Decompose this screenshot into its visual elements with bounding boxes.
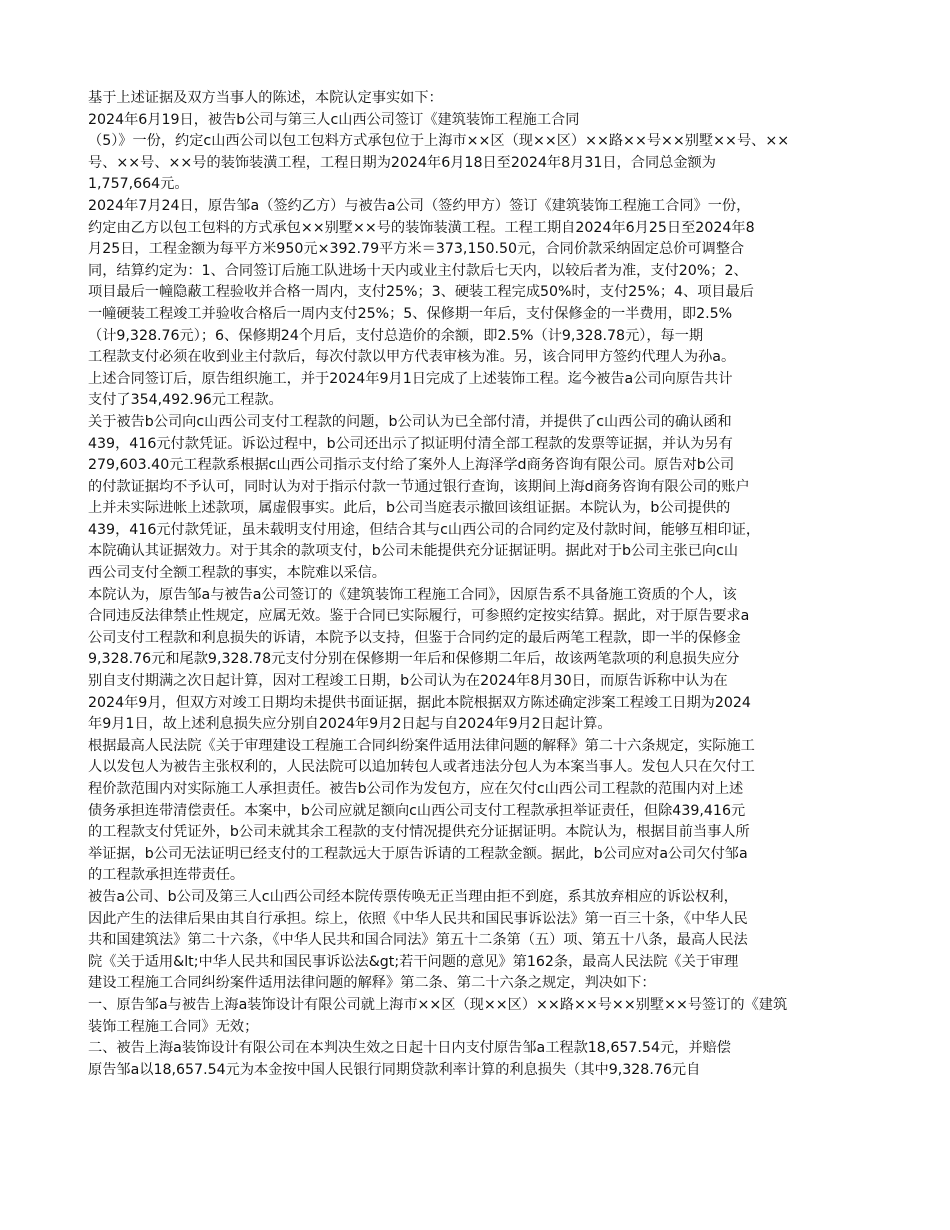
text-line: 程价款范围内对实际施工人承担责任。被告b公司作为发包方，应在欠付c山西公司工程款的范围内对上述 <box>88 781 744 797</box>
text-line: 公司支付工程款和利息损失的诉请，本院予以支持，但鉴于合同约定的最后两笔工程款，即一半的保修金 <box>88 629 741 646</box>
text-line: 的付款证据均不予认可，同时认为对于指示付款一节通过银行查询，该期间上海d商务咨询有限公司的账户 <box>88 478 750 495</box>
text-line: 人以发包人为被告主张权利的，人民法院可以追加转包人或者违法分包人为本案当事人。发包人只在欠付工 <box>88 759 755 776</box>
judgment-text-body <box>88 88 864 1081</box>
text-line: 一、原告邹a与被告上海a装饰设计有限公司就上海市××区（现××区）××路××号××别墅××号签订的《建筑 <box>88 996 788 1013</box>
text-line: 本院认为，原告邹a与被告a公司签订的《建筑装饰工程施工合同》，因原告系不具备施工资质的个人，该 <box>88 586 737 603</box>
text-line: 的工程款支付凭证外，b公司未就其余工程款的支付情况提供充分证据证明。本院认为，根据目前当事人所 <box>88 824 750 841</box>
text-line: 的工程款承担连带责任。 <box>88 867 245 884</box>
text-line: 根据最高人民法院《关于审理建设工程施工合同纠纷案件适用法律问题的解释》第二十六条规定，实际施工 <box>88 737 755 754</box>
text-line: 439，416元付款凭证。诉讼过程中，b公司还出示了拟证明付清全部工程款的发票等证据，并认为另有 <box>88 435 733 452</box>
text-line: 2024年6月19日，被告b公司与第三人c山西公司签订《建筑装饰工程施工合同 <box>88 111 580 128</box>
text-line: 关于被告b公司向c山西公司支付工程款的问题，b公司认为已全部付清，并提供了c山西公司的确认函和 <box>88 413 732 430</box>
text-line: 1,757,664元。 <box>88 176 189 193</box>
text-line: 上述合同签订后，原告组织施工，并于2024年9月1日完成了上述装饰工程。迄今被告a公司向原告共计 <box>88 370 733 387</box>
text-line: 共和国建筑法》第二十六条，《中华人民共和国合同法》第五十二条第（五）项、第五十八条，最高人民法 <box>88 932 748 949</box>
text-line: 建设工程施工合同纠纷案件适用法律问题的解释》第二条、第二十六条之规定，判决如下： <box>88 975 656 992</box>
text-line: 月25日，工程金额为每平方米950元×392.79平方米＝373,150.50元，合同价款采纳固定总价可调整合 <box>88 241 745 258</box>
text-line: 被告a公司、b公司及第三人c山西公司经本院传票传唤无正当理由拒不到庭，系其放弃相应的诉讼权利， <box>88 888 738 905</box>
text-line: 装饰工程施工合同》无效； <box>88 1018 259 1035</box>
text-line: 2024年7月24日，原告邹a（签约乙方）与被告a公司（签约甲方）签订《建筑装饰工程施工合同》一份， <box>88 197 751 214</box>
text-line: 支付了354,492.96元工程款。 <box>88 392 283 409</box>
text-line: 举证据，b公司无法证明已经支付的工程款远大于原告诉请的工程款金额。据此，b公司应对a公司欠付邹a <box>88 845 748 862</box>
text-line: 基于上述证据及双方当事人的陈述，本院认定事实如下： <box>88 90 443 106</box>
text-line: 上并未实际进帐上述款项，属虚假事实。此后，b公司当庭表示撤回该组证据。本院认为，b公司提供的 <box>88 500 731 517</box>
text-line: 合同违反法律禁止性规定，应属无效。鉴于合同已实际履行，可参照约定按实结算。据此，对于原告要求a <box>88 608 750 625</box>
text-line: 项目最后一幢隐蔽工程验收并合格一周内，支付25%；3、硬装工程完成50%时，支付25%；4、项目最后 <box>88 284 754 301</box>
text-line: 债务承担连带清偿责任。本案中，b公司应就足额向c山西公司支付工程款承担举证责任，但除439,416元 <box>88 802 746 819</box>
text-line: 因此产生的法律后果由其自行承担。综上，依照《中华人民共和国民事诉讼法》第一百三十条，《中华人民 <box>88 910 748 927</box>
text-line: 439，416元付款凭证，虽未载明支付用途，但结合其与c山西公司的合同约定及付款时间，能够互相印证， <box>88 521 761 538</box>
text-line: 别自支付期满之次日起计算，因对工程竣工日期，b公司认为在2024年8月30日，而原告诉称中认为在 <box>88 673 728 690</box>
text-line: （计9,328.76元）；6、保修期24个月后，支付总造价的余额，即2.5%（计9,328.78元），每一期 <box>88 327 704 344</box>
text-line: 西公司支付全额工程款的事实，本院难以采信。 <box>88 565 386 582</box>
text-line: 同，结算约定为：1、合同签订后施工队进场十天内或业主付款后七天内，以较后者为准，支付20%；2、 <box>88 262 748 279</box>
text-line: 本院确认其证据效力。对于其余的款项支付，b公司未能提供充分证据证明。据此对于b公司主张已向c山 <box>88 543 739 560</box>
text-line: 一幢硬装工程竣工并验收合格后一周内支付25%；5、保修期一年后，支付保修金的一半费用，即2.5% <box>88 305 733 322</box>
text-line: （5）》一份，约定c山西公司以包工包料方式承包位于上海市××区（现××区）××路××号××别墅××号、×× <box>88 133 790 150</box>
text-line: 号、××号、××号的装饰装潢工程，工程日期为2024年6月18日至2024年8月31日，合同总金额为 <box>88 154 716 171</box>
text-line: 2024年9月，但双方对竣工日期均未提供书面证据，据此本院根据双方陈述确定涉案工程竣工日期为2024 <box>88 694 751 711</box>
text-line: 年9月1日，故上述利息损失应分别自2024年9月2日起与自2024年9月2日起计算。 <box>88 716 612 733</box>
text-line: 院《关于适用&lt;中华人民共和国民事诉讼法&gt;若干问题的意见》第162条，最高人民法院《关于审理 <box>88 953 739 970</box>
text-line: 二、被告上海a装饰设计有限公司在本判决生效之日起十日内支付原告邹a工程款18,657.54元，并赔偿 <box>88 1040 731 1057</box>
text-line: 约定由乙方以包工包料的方式承包××别墅××号的装饰装潢工程。工程工期自2024年6月25日至2024年8 <box>88 219 755 236</box>
text-line: 工程款支付必须在收到业主付款后，每次付款以甲方代表审核为准。另，该合同甲方签约代理人为孙a。 <box>88 349 736 366</box>
text-line: 9,328.76元和尾款9,328.78元支付分别在保修期一年后和保修期二年后，故该两笔款项的利息损失应分 <box>88 651 740 668</box>
text-line: 279,603.40元工程款系根据c山西公司指示支付给了案外人上海泽学d商务咨询有限公司。原告对b公司 <box>88 457 735 474</box>
text-line: 原告邹a以18,657.54元为本金按中国人民银行同期贷款利率计算的利息损失（其中9,328.76元自 <box>88 1061 701 1078</box>
